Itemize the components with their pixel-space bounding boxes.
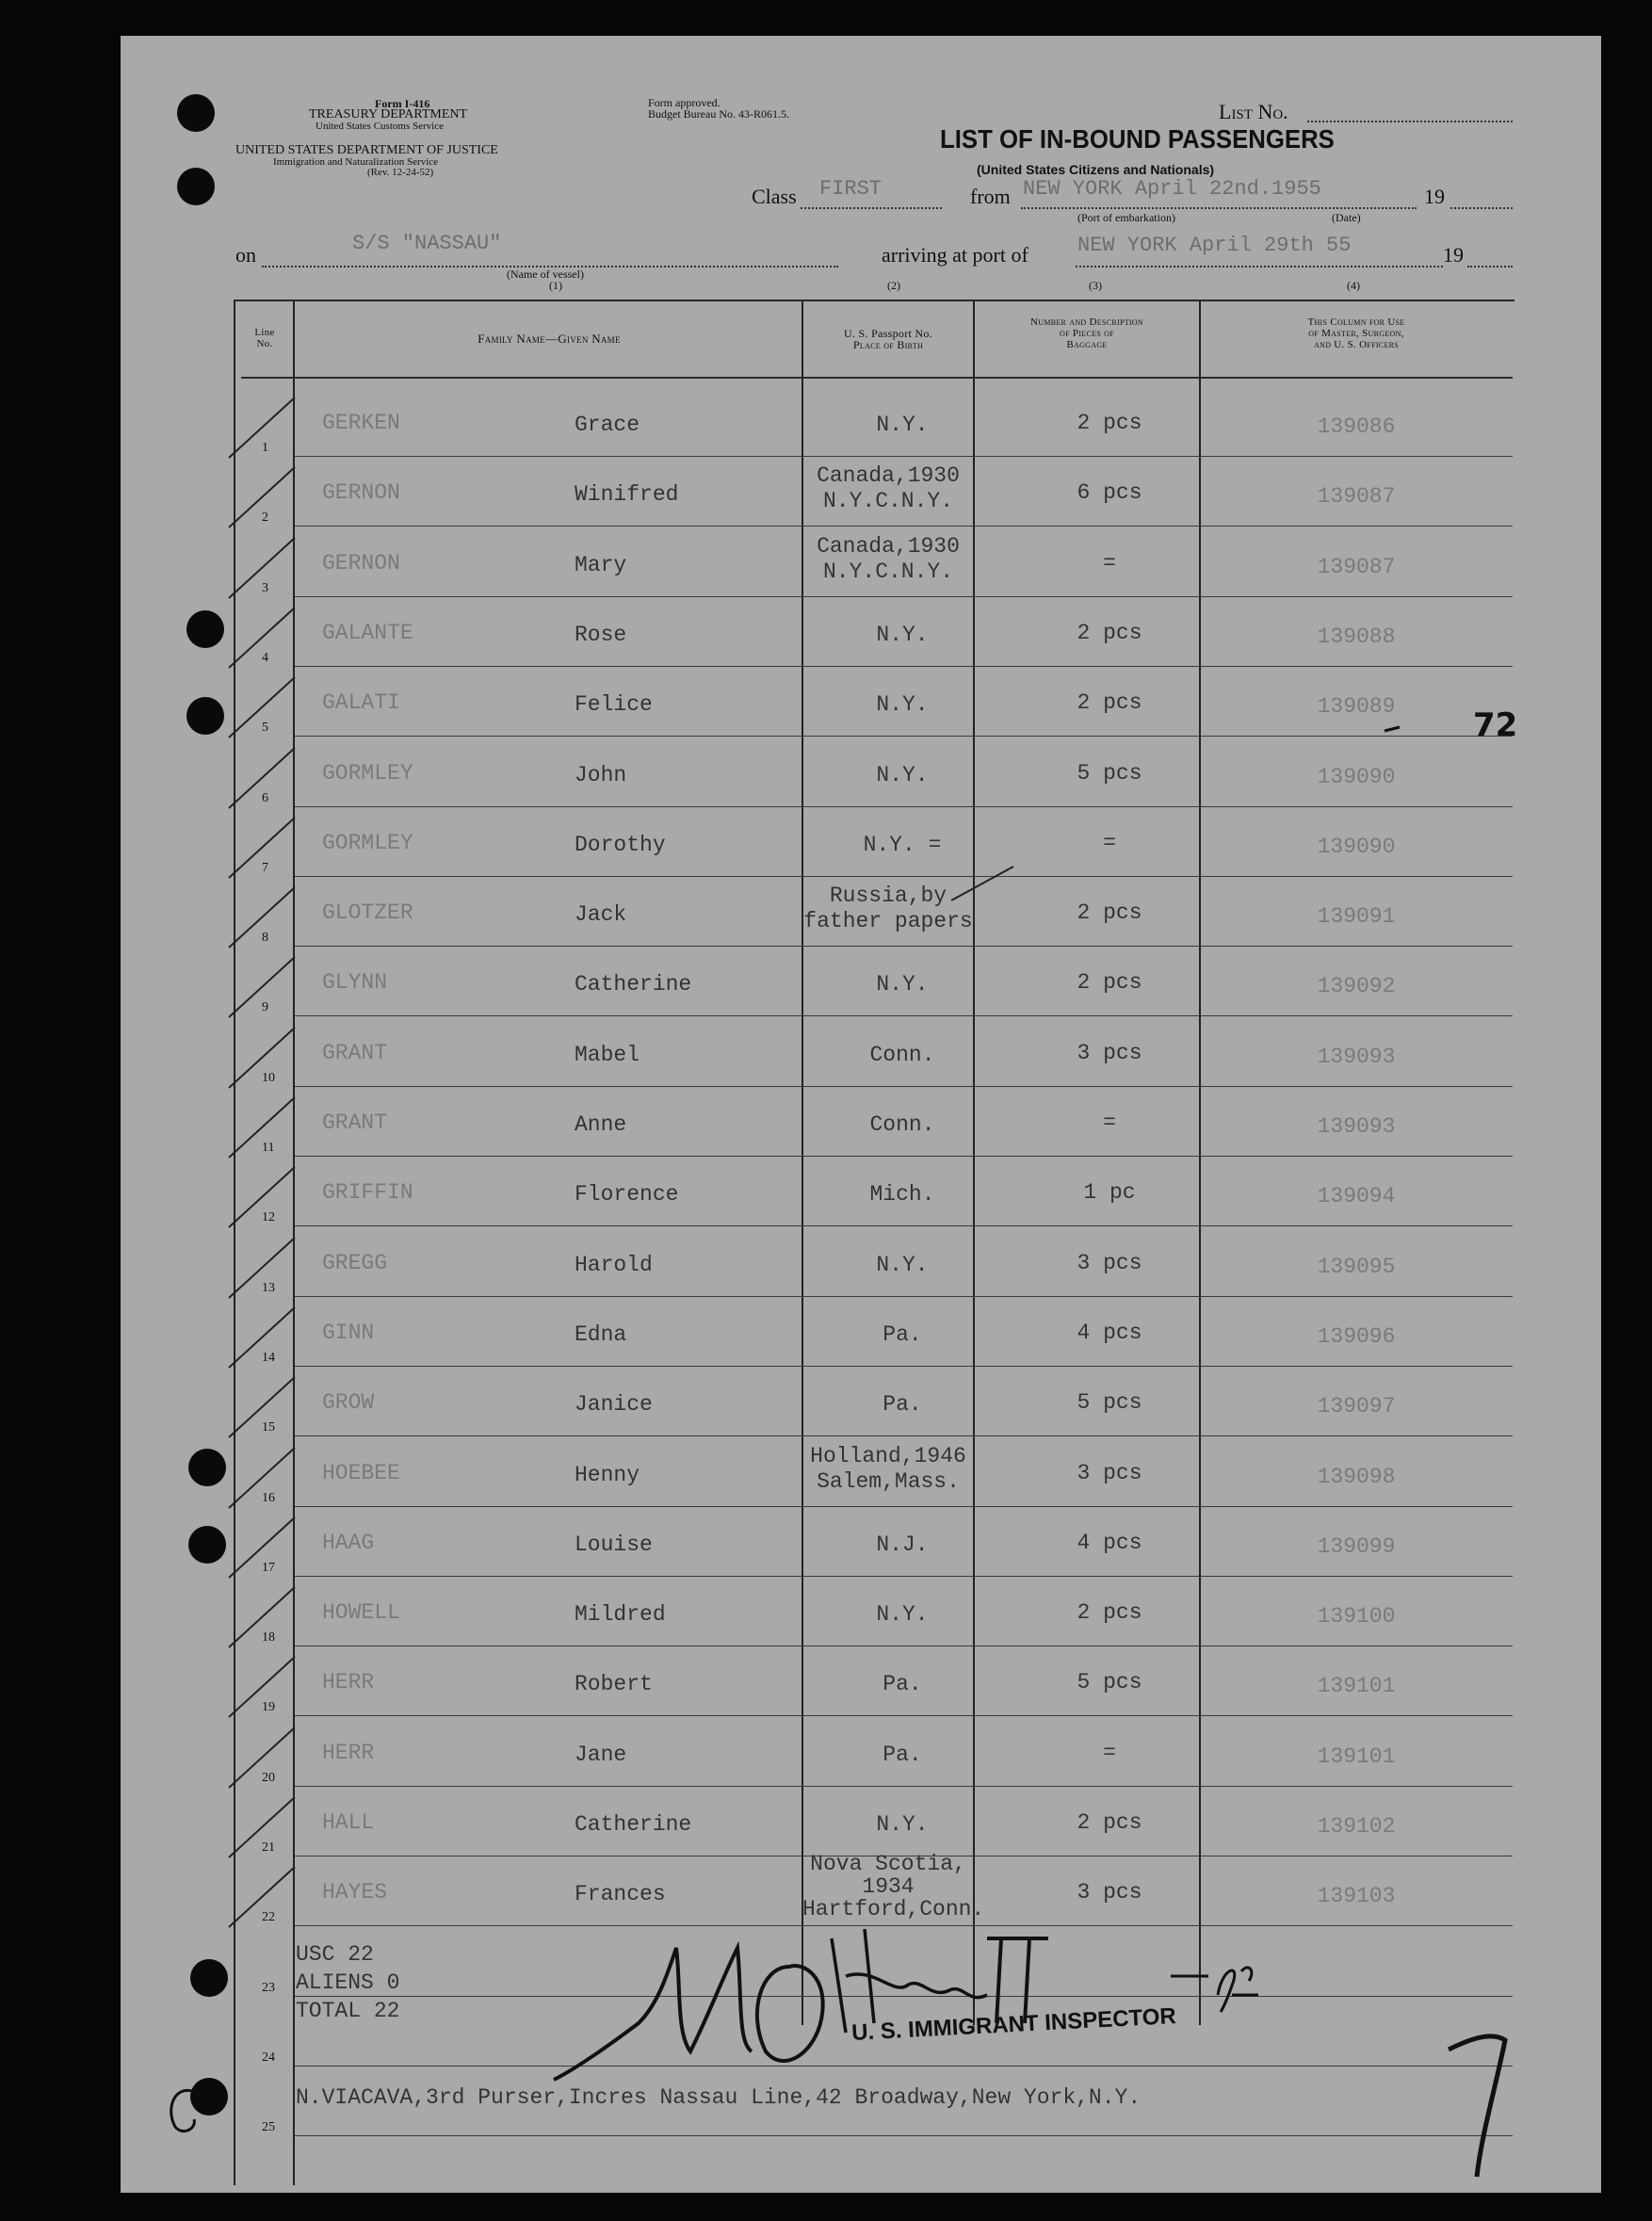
arriving-year-label: 19 <box>1443 243 1464 267</box>
header-bottom-rule <box>241 377 1513 379</box>
row-rule <box>295 806 1513 807</box>
line-number: 20 <box>262 1770 275 1785</box>
check-mark <box>224 810 300 885</box>
birth-place: Pa. <box>883 1742 922 1767</box>
line-number: 17 <box>262 1560 275 1575</box>
check-mark <box>224 1159 300 1235</box>
birth-place: N.Y.C.N.Y. <box>822 489 954 514</box>
line-number: 16 <box>262 1490 275 1505</box>
given-name: Henny <box>575 1462 640 1487</box>
family-name: HALL <box>322 1810 375 1835</box>
line-number: 1 <box>262 441 268 455</box>
line-number: 5 <box>262 721 268 736</box>
revision-date: (Rev. 12-24-52) <box>367 167 434 178</box>
family-name: GREGG <box>322 1250 388 1275</box>
given-name: Florence <box>575 1182 679 1208</box>
given-name: Anne <box>575 1112 627 1137</box>
from-value: NEW YORK April 22nd.1955 <box>1023 177 1321 201</box>
given-name: Dorothy <box>575 832 666 857</box>
punch-hole <box>190 1959 228 1997</box>
line-no-header: Line No. <box>254 327 275 349</box>
check-mark <box>224 1720 300 1795</box>
row-rule <box>295 2135 1513 2136</box>
given-name: Edna <box>575 1321 627 1347</box>
check-mark <box>224 1020 300 1095</box>
check-mark <box>224 1859 300 1935</box>
line-number: 7 <box>262 860 268 875</box>
given-name: Catherine <box>575 972 692 997</box>
row-rule <box>295 1576 1513 1577</box>
check-mark <box>224 1649 300 1725</box>
punch-hole <box>188 1526 226 1564</box>
officer-number: 139087 <box>1317 484 1396 510</box>
birth-place: Holland,1946 <box>810 1443 966 1468</box>
line-number: 3 <box>262 580 268 595</box>
line-number: 9 <box>262 1000 268 1015</box>
line-number: 12 <box>262 1210 275 1225</box>
circle-mark <box>164 2082 202 2138</box>
birth-place: Hartford,Conn. <box>802 1897 985 1922</box>
baggage-count: 3 pcs <box>1077 1880 1142 1905</box>
officer-number: 139090 <box>1317 834 1396 859</box>
column-number-3: (3) <box>1089 279 1102 292</box>
baggage-count: 3 pcs <box>1077 1040 1142 1065</box>
officer-number: 139100 <box>1317 1604 1396 1629</box>
check-mark <box>224 1090 300 1165</box>
column-number-4: (4) <box>1347 279 1360 292</box>
officer-number: 139097 <box>1317 1394 1396 1419</box>
birth-place: N.Y.C.N.Y. <box>822 559 954 584</box>
baggage-count: 6 pcs <box>1077 480 1142 506</box>
list-no-field <box>1307 121 1513 122</box>
treasury-department: TREASURY DEPARTMENT <box>309 107 468 122</box>
customs-service: United States Customs Service <box>316 121 444 132</box>
check-mark <box>224 460 300 535</box>
family-name: HAYES <box>322 1880 388 1905</box>
line-number: 21 <box>262 1840 275 1855</box>
row-rule <box>295 1506 1513 1507</box>
family-name: HERR <box>322 1740 375 1765</box>
class-field <box>801 207 942 209</box>
given-name: Grace <box>575 413 640 437</box>
punch-hole <box>188 1449 226 1486</box>
line-number: 15 <box>262 1420 275 1435</box>
row-rule <box>295 596 1513 597</box>
family-name: GERNON <box>322 480 400 506</box>
row-rule <box>295 1225 1513 1226</box>
officer-number: 139095 <box>1317 1254 1396 1279</box>
line-number: 18 <box>262 1630 275 1645</box>
officer-number: 139103 <box>1317 1884 1396 1909</box>
baggage-count: 5 pcs <box>1077 1670 1142 1695</box>
officer-number: 139086 <box>1317 414 1396 439</box>
family-name: GROW <box>322 1390 375 1416</box>
column-number-2: (2) <box>887 279 900 292</box>
row-rule <box>295 1015 1513 1016</box>
line-number: 14 <box>262 1350 275 1365</box>
officer-number: 139092 <box>1317 974 1396 999</box>
family-name: GORMLEY <box>322 760 413 786</box>
given-name: Mary <box>575 552 627 577</box>
officer-number: 139089 <box>1317 694 1396 720</box>
given-name: Jane <box>575 1742 627 1767</box>
line-number: 2 <box>262 511 268 526</box>
budget-bureau: Budget Bureau No. 43-R061.5. <box>648 107 789 121</box>
baggage-count: = <box>1103 1740 1116 1765</box>
birth-place: N.Y. <box>876 413 929 437</box>
row-rule <box>295 1715 1513 1716</box>
birth-place: Canada,1930 <box>817 463 960 489</box>
punch-hole <box>186 697 224 735</box>
baggage-count: 2 pcs <box>1077 1600 1142 1626</box>
birth-place: N.Y. <box>876 1602 929 1628</box>
birth-place: N.J. <box>876 1532 929 1557</box>
family-name: GORMLEY <box>322 830 413 855</box>
form-page <box>121 36 1601 2193</box>
check-mark <box>224 670 300 745</box>
line-number: 4 <box>262 650 268 665</box>
row-rule <box>295 1786 1513 1787</box>
family-name: GLYNN <box>322 970 388 996</box>
arriving-field <box>1076 266 1443 267</box>
birth-place: Canada,1930 <box>817 533 960 559</box>
officer-number: 139094 <box>1317 1184 1396 1209</box>
punch-hole <box>186 610 224 648</box>
baggage-count: = <box>1103 1110 1116 1135</box>
arriving-year-field <box>1467 266 1513 267</box>
row-rule <box>295 1086 1513 1087</box>
justice-department: UNITED STATES DEPARTMENT OF JUSTICE <box>235 143 498 157</box>
class-value: FIRST <box>819 177 883 201</box>
officer-number: 139101 <box>1317 1674 1396 1699</box>
family-name: GRANT <box>322 1110 388 1135</box>
family-name: GALANTE <box>322 620 413 645</box>
family-name: GRANT <box>322 1040 388 1065</box>
officer-number: 139099 <box>1317 1533 1396 1559</box>
margin-tick <box>1383 721 1401 740</box>
family-name: GERNON <box>322 550 400 576</box>
punch-hole <box>177 94 215 132</box>
column-number-1: (1) <box>549 279 562 292</box>
family-name: HOEBEE <box>322 1460 400 1485</box>
given-name: Louise <box>575 1532 653 1557</box>
line-number: 6 <box>262 790 268 805</box>
family-name: HOWELL <box>322 1600 400 1626</box>
birth-place: N.Y. <box>876 692 929 718</box>
officer-number: 139098 <box>1317 1464 1396 1489</box>
birth-place: 1934 <box>862 1874 915 1900</box>
check-mark <box>224 1790 300 1865</box>
baggage-count: 2 pcs <box>1077 411 1142 435</box>
family-name: HERR <box>322 1670 375 1695</box>
birth-place: Russia,by <box>829 884 947 909</box>
line-number: 10 <box>262 1070 275 1085</box>
birth-place: N.Y. <box>876 1812 929 1837</box>
officers-header: This Column for Use of Master, Surgeon, and U. S. Officers <box>1307 316 1405 350</box>
row-rule <box>295 456 1513 457</box>
row-rule <box>295 1435 1513 1436</box>
total-usc: USC 22 <box>296 1942 374 1967</box>
check-mark <box>224 1230 300 1305</box>
given-name: Felice <box>575 692 653 718</box>
birth-place: Mich. <box>869 1182 935 1208</box>
birth-place: Conn. <box>869 1042 935 1067</box>
row-rule <box>295 736 1513 737</box>
line-number: 11 <box>262 1141 275 1155</box>
given-name: Winifred <box>575 482 679 508</box>
margin-number: 72 <box>1473 706 1518 744</box>
officer-number: 139090 <box>1317 764 1396 789</box>
family-name: GINN <box>322 1320 375 1345</box>
initials-mark <box>1166 1957 1260 2014</box>
check-mark <box>224 530 300 606</box>
vessel-caption: (Name of vessel) <box>507 267 584 281</box>
birth-place: Nova Scotia, <box>810 1852 966 1877</box>
given-name: Harold <box>575 1252 653 1277</box>
given-name: Mildred <box>575 1602 666 1628</box>
baggage-count: 2 pcs <box>1077 690 1142 716</box>
birth-place: father papers <box>803 909 973 934</box>
birth-place: Pa. <box>883 1672 922 1697</box>
baggage-count: 5 pcs <box>1077 1390 1142 1416</box>
baggage-count: 2 pcs <box>1077 970 1142 996</box>
purser-line: N.VIACAVA,3rd Purser,Incres Nassau Line,42 Broadway,New York,N.Y. <box>296 2085 1142 2110</box>
list-no-label: List No. <box>1219 100 1288 123</box>
officer-number: 139093 <box>1317 1114 1396 1139</box>
form-title: LIST OF IN-BOUND PASSENGERS <box>940 124 1335 154</box>
birth-place: N.Y. = <box>863 832 942 857</box>
birth-place: Conn. <box>869 1112 935 1137</box>
baggage-count: 3 pcs <box>1077 1460 1142 1485</box>
family-name: GLOTZER <box>322 900 413 926</box>
officer-number: 139087 <box>1317 554 1396 579</box>
birth-place: N.Y. <box>876 972 929 997</box>
row-rule <box>295 526 1513 527</box>
row-rule <box>295 946 1513 947</box>
line-number: 13 <box>262 1280 275 1295</box>
birth-place: N.Y. <box>876 762 929 787</box>
birth-place: Pa. <box>883 1392 922 1418</box>
check-mark <box>224 1300 300 1375</box>
check-mark <box>224 390 300 465</box>
check-mark <box>224 1440 300 1516</box>
check-mark <box>224 949 300 1025</box>
passport-header: U. S. Passport No. Place of Birth <box>843 327 933 351</box>
family-name: GALATI <box>322 690 400 716</box>
given-name: Robert <box>575 1672 653 1697</box>
given-name: Rose <box>575 622 627 647</box>
line-number: 25 <box>262 2120 275 2135</box>
arriving-value: NEW YORK April 29th 55 <box>1077 234 1352 257</box>
baggage-count: 3 pcs <box>1077 1250 1142 1275</box>
total-aliens: ALIENS 0 <box>296 1970 400 1995</box>
check-mark <box>224 880 300 955</box>
birth-place: Pa. <box>883 1321 922 1347</box>
officer-number: 139093 <box>1317 1044 1396 1069</box>
check-mark <box>224 1580 300 1655</box>
birth-place: N.Y. <box>876 1252 929 1277</box>
baggage-count: 2 pcs <box>1077 1810 1142 1835</box>
officer-number: 139088 <box>1317 624 1396 649</box>
baggage-count: = <box>1103 550 1116 576</box>
inspector-stamp: U. S. IMMIGRANT INSPECTOR <box>850 2002 1177 2047</box>
from-year-suffix: 19 <box>1424 185 1445 208</box>
from-field <box>1021 207 1417 209</box>
given-name: Janice <box>575 1392 653 1418</box>
row-rule <box>295 1645 1513 1646</box>
officer-number: 139091 <box>1317 904 1396 930</box>
baggage-count: = <box>1103 830 1116 855</box>
given-name: John <box>575 762 627 787</box>
line-number: 24 <box>262 2050 275 2065</box>
line-number: 23 <box>262 1980 275 1995</box>
row-rule <box>295 1156 1513 1157</box>
line-number: 19 <box>262 1700 275 1715</box>
given-name: Catherine <box>575 1812 692 1837</box>
given-name: Jack <box>575 902 627 928</box>
baggage-count: 2 pcs <box>1077 620 1142 645</box>
family-name: GERKEN <box>322 411 400 435</box>
ins-service: Immigration and Naturalization Service <box>273 156 439 168</box>
line-number: 8 <box>262 931 268 946</box>
baggage-count: 2 pcs <box>1077 900 1142 926</box>
inspector-signature <box>535 1910 1062 2099</box>
year-field <box>1450 207 1513 209</box>
on-label: on <box>235 243 256 267</box>
glotzer-strike <box>949 865 1015 902</box>
row-rule <box>295 666 1513 667</box>
date-caption: (Date) <box>1332 211 1361 224</box>
from-label: from <box>970 185 1011 208</box>
port-embarkation-caption: (Port of embarkation) <box>1077 211 1175 224</box>
baggage-count: 1 pc <box>1083 1180 1136 1206</box>
officer-number: 139102 <box>1317 1814 1396 1839</box>
class-label: Class <box>752 185 797 208</box>
row-rule <box>295 1366 1513 1367</box>
arriving-label: arriving at port of <box>882 243 1028 267</box>
row-rule <box>295 1296 1513 1297</box>
family-name: GRIFFIN <box>322 1180 413 1206</box>
baggage-col-divider <box>1199 301 1201 2025</box>
check-mark <box>224 740 300 816</box>
officer-number: 139096 <box>1317 1323 1396 1349</box>
name-header: Family Name—Given Name <box>478 332 621 346</box>
row-rule <box>295 876 1513 877</box>
line-number: 22 <box>262 1910 275 1925</box>
officer-number: 139101 <box>1317 1743 1396 1769</box>
birth-place: N.Y. <box>876 622 929 647</box>
baggage-count: 4 pcs <box>1077 1320 1142 1345</box>
given-name: Mabel <box>575 1042 640 1067</box>
check-mark <box>224 1370 300 1445</box>
form-approved: Form approved. <box>648 96 721 109</box>
form-subtitle: (United States Citizens and Nationals) <box>977 162 1215 177</box>
baggage-count: 4 pcs <box>1077 1530 1142 1555</box>
given-name: Frances <box>575 1882 666 1907</box>
page-corner-mark <box>1439 2021 1514 2181</box>
punch-hole <box>177 168 215 205</box>
table-top-border <box>234 300 1514 301</box>
vessel-value: S/S "NASSAU" <box>352 232 502 255</box>
birth-place: Salem,Mass. <box>817 1468 960 1494</box>
total-all: TOTAL 22 <box>296 1999 400 2023</box>
check-mark <box>224 1510 300 1585</box>
baggage-count: 5 pcs <box>1077 760 1142 786</box>
check-mark <box>224 600 300 675</box>
family-name: HAAG <box>322 1530 375 1555</box>
baggage-header: Number and Description of Pieces of Baggage <box>1030 316 1143 350</box>
form-number: Form I-416 <box>375 97 430 110</box>
